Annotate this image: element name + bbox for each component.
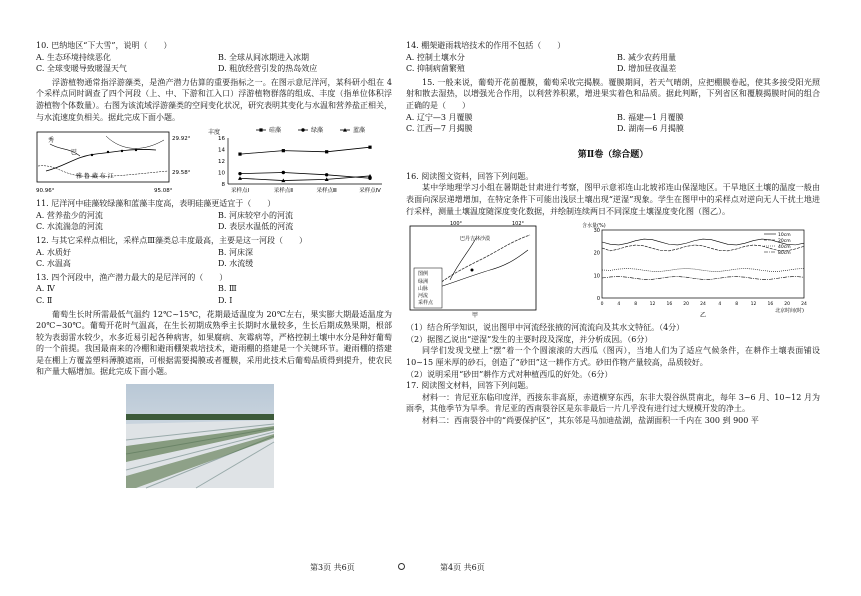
q17-title: 17. 阅读图文材料，回答下列问题。 — [406, 381, 534, 391]
figure-gansu — [406, 220, 820, 320]
option-a: A. 生态环境持续恶化 — [36, 52, 111, 62]
legend-label: 20cm — [778, 239, 791, 245]
x-tick-label: 采样点Ⅳ — [359, 188, 381, 195]
x-tick-label: 采样点Ⅱ — [273, 188, 293, 195]
option-d: D. 表层水温低的河流 — [218, 222, 294, 232]
legend-river: 河流 — [418, 293, 429, 300]
question-15 — [406, 77, 820, 135]
lon-label: 102° — [512, 221, 525, 228]
x-tick-label: 20 — [784, 302, 791, 308]
option-a: A. 营养盐少的河流 — [36, 210, 103, 220]
series-line — [602, 245, 804, 251]
option-a: A. 控制土壤水分 — [406, 52, 465, 62]
option-a: A. 水质好 — [36, 247, 71, 257]
question-stem: 15. 一般来说，葡萄开花前覆膜，葡萄采收完揭膜。覆膜期间，若天气晴朗，应把棚膜卷起，使其多接受阳光照射和散去湿热，以增强光合作用，以利营养积累，增进果实着色和品质。据此判断，下列省区和覆膜揭膜时间的组合正确的是（ ） — [406, 77, 820, 110]
data-point — [238, 153, 241, 156]
x-tick-label: 采样点Ⅲ — [316, 188, 337, 195]
option-c: C. Ⅱ — [36, 295, 53, 305]
map-label: 巴 — [71, 149, 78, 157]
map-label: 秀 — [48, 137, 55, 145]
option-b: B. 河床深 — [218, 247, 253, 257]
x-tick-label: 4 — [718, 302, 722, 308]
option-c: C. 江西—7 月揭膜 — [406, 124, 473, 134]
legend-label: 蓝藻 — [353, 127, 366, 135]
legend-label: 绿藻 — [311, 127, 324, 135]
x-tick-label: 0 — [600, 302, 604, 308]
option-d: D. 水流缓 — [218, 259, 254, 269]
option-c: C. 全球变暖导致暖湿天气 — [36, 64, 127, 74]
question-13 — [36, 272, 392, 307]
option-a: A. 辽宁—3 月覆膜 — [406, 112, 473, 122]
legend-label: 80cm — [778, 251, 791, 257]
left-page — [36, 40, 392, 488]
y-tick-label: 8 — [221, 182, 225, 189]
desert-label: 巴丹吉林沙漠 — [460, 236, 491, 243]
x-tick-label: 20 — [683, 302, 690, 308]
option-d: D. 湖南—6 月揭膜 — [617, 124, 684, 134]
river-name: 雅 鲁 藏 布 江 — [76, 173, 114, 181]
y-tick-label: 20 — [593, 250, 600, 257]
series-line — [602, 277, 804, 280]
legend-label: 硅藻 — [269, 127, 282, 135]
legend-label: 10cm — [778, 233, 791, 239]
q16-sub3: （2）说明采用“砂田”耕作方式对种植西瓜的好处。（6分） — [406, 369, 613, 379]
section-title: 第Ⅱ卷（综合题） — [577, 149, 649, 160]
y-tick-label: 0 — [596, 296, 600, 303]
q16-text: 某中学地理学习小组在暑期赴甘肃进行考察，图甲示意祁连山北坡祁连山保湿地区。干旱地区土壤的温度一般由表面向深层递增增加，在特定条件下可能出浅层土壤出现“逆湿”现象。学生在图甲中的采样点对逆向无人干扰土地进行采样，测量土壤温度随深度变化数据，并绘制连续两日不同深度土壤湿度变化图（图乙）。 — [406, 183, 820, 216]
figure-label: 乙 — [699, 312, 707, 320]
series-line — [602, 269, 804, 272]
legend-mountain: 山脉 — [418, 286, 429, 293]
data-point — [368, 146, 371, 149]
data-point — [282, 171, 285, 174]
soil-moisture-chart — [582, 220, 812, 318]
data-point — [325, 173, 328, 176]
x-tick-label: 24 — [801, 302, 807, 308]
y-tick-label: 14 — [218, 147, 225, 154]
question-stem: 11. 尼洋河中硅藻较绿藻和蓝藻丰度高，表明硅藻更适宜于（ ） — [36, 199, 276, 209]
q16-sub1: （1）结合所学知识，说出图甲中河流经张掖的河流流向及其水文特征。（4分） — [406, 323, 685, 333]
series-line — [240, 147, 370, 154]
lon-label: 90.96° — [36, 188, 55, 195]
question-stem: 12. 与其它采样点相比，采样点Ⅲ藻类总丰度最高，主要是这一河段（ ） — [36, 235, 307, 245]
x-tick-label: 采样点Ⅰ — [230, 188, 250, 195]
gansu-map — [410, 220, 550, 318]
question-11 — [36, 198, 392, 233]
y-tick-label: 16 — [218, 136, 225, 143]
page-number-right: 第4页 共6页 — [440, 563, 485, 572]
option-b: B. 减少农药用量 — [617, 52, 676, 62]
option-c: C. 水温高 — [36, 259, 71, 269]
legend-label: 40cm — [778, 245, 791, 251]
greenhouse-image — [126, 384, 274, 488]
y-tick-label: 10 — [593, 273, 600, 280]
q16-title: 16. 阅读图文资料，回答下列问题。 — [406, 171, 534, 181]
question-stem: 13. 四个河段中，渔产潜力最大的是尼洋河的（ ） — [36, 272, 228, 282]
figure-plankton — [36, 126, 392, 198]
q17-material1: 材料一：肯尼亚东临印度洋，西接东非高原，赤道横穿东西，东非大裂谷纵贯南北，每年 3~6 月、10~12 月为雨季，其他季节为旱季。肯尼亚的西南裂谷区是东非最后一片几乎没有进行过大规模开发的净土。 — [406, 392, 820, 414]
x-tick-label: 8 — [735, 302, 739, 308]
legend-oasis: 绿洲 — [418, 279, 429, 286]
x-axis-label: 北京时间(时) — [775, 308, 804, 315]
q16-sandfield: 同学们发现戈壁上“摆”着一个个圆滚滚的大西瓜（图丙），当地人们为了适应气候条件，在耕作土壤表面铺设 10~15 厘米厚的砂石，创造了“砂田”这一耕作方式。砂田作物产量较高，品质较好。 — [406, 346, 820, 367]
page-number-left: 第3页 共6页 — [310, 563, 355, 572]
data-point — [282, 149, 285, 152]
question-stem: 14. 棚架避雨栽培技术的作用不包括（ ） — [406, 41, 566, 50]
question-10 — [36, 40, 392, 75]
x-tick-label: 16 — [767, 302, 774, 308]
question-12 — [36, 235, 392, 270]
option-b: B. 全球从间冰期进入冰期 — [218, 52, 309, 62]
x-tick-label: 8 — [634, 302, 638, 308]
passage-grape: 葡萄生长时所需最低气温约 12℃~15℃，花期最适温度为 20℃左右，果实膨大期最适温度为 20℃~30℃。葡萄开花时气温高，在生长初期成熟季主长期时水量较多，生长后期成熟果期，根部较为表弱雷水较少，水多近易引起各种病害，如果腐病、灰霉病等，严格控制土壤中水分是种好葡萄的一个前提。我国最南来的冷棚和避雨棚架栽培技术，避雨棚的搭建是一个关键环节。避雨棚的搭建是在棚上方覆盖塑料薄膜遮雨，可根据需要揭膜或者覆膜，采用此技术后葡萄品质得到提升，使农民和产量大幅增加。据此完成下面小题。 — [36, 309, 392, 377]
binding-hole — [398, 563, 405, 570]
question-stem: 10. 巴纳地区“下大雪”，说明（ ） — [36, 41, 172, 50]
x-tick-label: 24 — [700, 302, 706, 308]
x-tick-label: 16 — [666, 302, 673, 308]
option-b: B. 河床较窄小的河流 — [218, 210, 293, 220]
y-axis-label: 含水量(%) — [582, 223, 606, 230]
option-b: B. Ⅲ — [218, 284, 237, 294]
legend-sample: 采样点 — [418, 300, 434, 307]
lon-label: 95.08° — [154, 188, 173, 195]
legend-title: 图例 — [418, 271, 429, 278]
river-map — [36, 126, 191, 196]
option-a: A. Ⅳ — [36, 284, 55, 294]
legend-marker — [259, 129, 262, 132]
option-d: D. 增加昼夜温差 — [617, 64, 677, 74]
y-tick-label: 10 — [218, 170, 225, 177]
q17-material2: 材料二：西南裂谷中的“尚要保护区”，其东邻是马加迪盐湖，盐湖面积一千内在 300 到 900 平 — [422, 415, 759, 425]
question-14 — [406, 40, 820, 75]
passage-plankton: 浮游植物通常指浮游藻类，是渔产潜力估算的重要指标之一。在图示意尼洋河，某科研小组在 4 个采样点同时调查了四个河段（上、中、下游和江入口）浮游植物群落的组成、丰度（指单位体积浮游植物个体数量）。右图为该流域浮游藻类的空间变化状况，研究表明其变化与水温和营养盐正相关，与水流速度负相关。据此完成下面小题。 — [36, 77, 392, 122]
lat-label: 29.92° — [172, 136, 191, 143]
lat-label: 29.58° — [172, 170, 191, 177]
x-tick-label: 4 — [617, 302, 621, 308]
x-tick-label: 12 — [649, 302, 656, 308]
data-point — [325, 150, 328, 153]
y-tick-label: 30 — [593, 228, 600, 235]
right-page — [406, 40, 820, 427]
x-tick-label: 12 — [750, 302, 757, 308]
legend-marker — [301, 128, 304, 131]
y-tick-label: 12 — [218, 159, 225, 166]
option-c: C. 抑制病菌繁殖 — [406, 64, 465, 74]
figure-label: 甲 — [472, 312, 479, 320]
option-d: D. 粗放经营引发的热岛效应 — [218, 64, 318, 74]
plankton-chart — [206, 126, 386, 198]
option-b: B. 福建—1 月覆膜 — [617, 112, 684, 122]
greenhouse-photo — [126, 384, 274, 488]
y-axis-label: 丰度 — [208, 129, 221, 137]
lon-label: 100° — [450, 221, 463, 228]
option-d: D. Ⅰ — [218, 295, 233, 305]
option-c: C. 水流湍急的河流 — [36, 222, 103, 232]
q16-sub2: （2）据图乙说出“逆湿”发生的主要时段及深度，并分析成因。（6分） — [406, 334, 653, 344]
data-point — [238, 172, 241, 175]
